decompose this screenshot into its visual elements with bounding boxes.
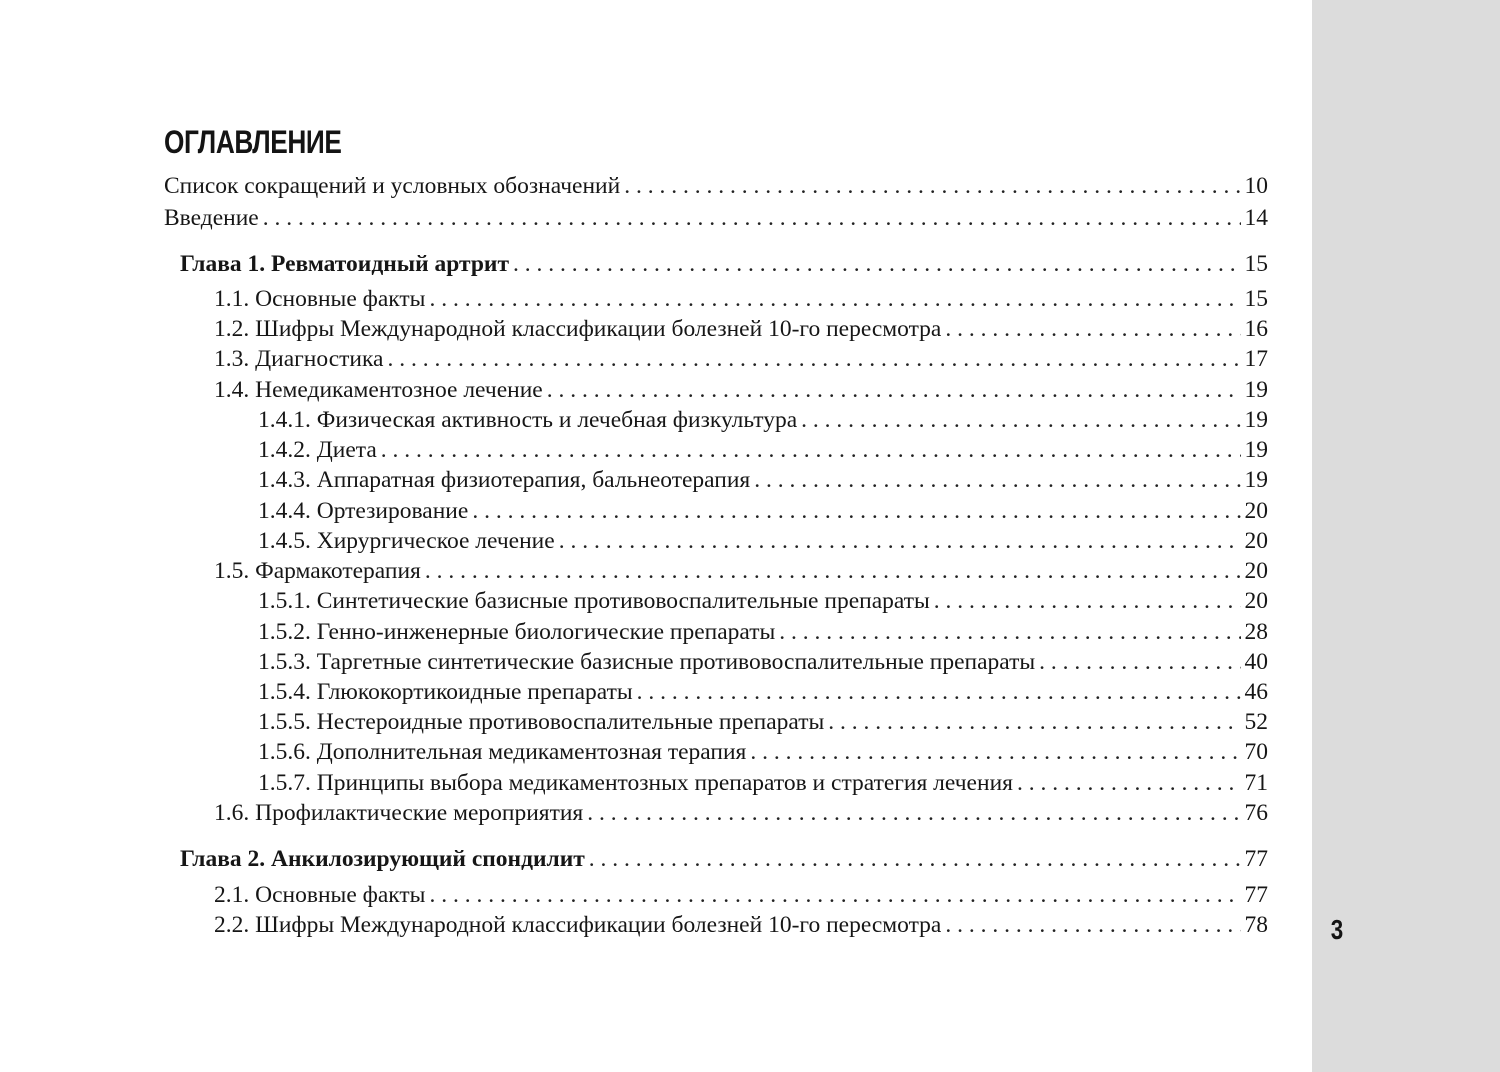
toc-entry [164, 203, 1268, 233]
toc-entry-label: 1.4.5. Хирургическое лечение [258, 528, 555, 554]
dot-leader [754, 465, 1240, 495]
toc-entry [258, 496, 1268, 526]
toc-entry-page: 19 [1244, 407, 1268, 433]
dot-leader [559, 526, 1241, 556]
toc-entry [214, 344, 1268, 374]
dot-leader [381, 435, 1241, 465]
toc-entry [258, 586, 1268, 616]
page-title: ОГЛАВЛЕНИЕ [164, 124, 342, 160]
toc-entry [258, 526, 1268, 556]
dot-leader [828, 707, 1240, 737]
toc-entry-page: 19 [1244, 467, 1268, 493]
dot-leader [750, 737, 1240, 767]
toc-entry-page: 19 [1244, 377, 1268, 403]
toc-entry-label: 1.5.7. Принципы выбора медикаментозных препаратов и стратегия лечения [258, 770, 1013, 796]
toc-entry-page: 78 [1244, 912, 1268, 938]
toc-entry-label: 1.5.5. Нестероидные противовоспалительные препараты [258, 709, 825, 735]
toc-entry-page: 77 [1244, 882, 1268, 908]
toc-entry [164, 171, 1268, 201]
toc-entry-label: 1.5.4. Глюкокортикоидные препараты [258, 679, 633, 705]
toc-entry [258, 647, 1268, 677]
toc-entry-page: 46 [1244, 679, 1268, 705]
toc-entry-label: Глава 1. Ревматоидный артрит [180, 251, 510, 277]
dot-leader [1039, 647, 1240, 677]
toc-entry-label: 1.5.2. Генно-инженерные биологические препараты [258, 619, 776, 645]
toc-entry-label: 1.5.3. Таргетные синтетические базисные противовоспалительные препараты [258, 649, 1036, 675]
dot-leader [547, 375, 1241, 405]
dot-leader [587, 798, 1240, 828]
dot-leader [779, 617, 1240, 647]
toc-entry-label: 2.2. Шифры Международной классификации болезней 10-го пересмотра [214, 912, 942, 938]
toc-entry-page: 20 [1244, 528, 1268, 554]
toc-entry-label: 1.4.4. Ортезирование [258, 498, 469, 524]
dot-leader [945, 910, 1240, 940]
toc-entry [258, 405, 1268, 435]
toc-entry [258, 465, 1268, 495]
toc-entry-label: 2.1. Основные факты [214, 882, 426, 908]
dot-leader [429, 880, 1240, 910]
toc-entry-page: 71 [1244, 770, 1268, 796]
dot-leader [637, 677, 1241, 707]
toc-entry-label: 1.4.2. Диета [258, 437, 377, 463]
toc-chapter [180, 844, 1268, 874]
toc-entry [214, 798, 1268, 828]
toc-entry [258, 768, 1268, 798]
toc-entry-page: 20 [1244, 498, 1268, 524]
toc-entry [258, 617, 1268, 647]
toc-entry-label: 1.6. Профилактические мероприятия [214, 800, 584, 826]
toc-entry [258, 435, 1268, 465]
toc-entry-page: 19 [1244, 437, 1268, 463]
dot-leader [624, 171, 1240, 201]
toc-entry-label: 1.5.1. Синтетические базисные противовоспалительные препараты [258, 588, 930, 614]
toc-entry-page: 20 [1244, 558, 1268, 584]
toc-entry [214, 556, 1268, 586]
page-margin-band [1312, 0, 1500, 1072]
dot-leader [589, 844, 1241, 874]
toc-entry [258, 737, 1268, 767]
toc-entry-label: 1.1. Основные факты [214, 286, 426, 312]
toc-entry-label: 1.4.3. Аппаратная физиотерапия, бальнеотерапия [258, 467, 751, 493]
dot-leader [934, 586, 1241, 616]
toc-entry-page: 10 [1244, 173, 1268, 199]
toc-entry-page: 15 [1244, 251, 1268, 277]
toc-entry-page: 16 [1244, 316, 1268, 342]
dot-leader [801, 405, 1240, 435]
toc-entry-page: 77 [1244, 846, 1268, 872]
toc-entry-label: 1.5. Фармакотерапия [214, 558, 421, 584]
toc-entry-page: 52 [1244, 709, 1268, 735]
dot-leader [513, 249, 1240, 279]
toc-entry-label: Введение [164, 205, 259, 231]
toc-chapter [180, 249, 1268, 279]
toc-entry-page: 15 [1244, 286, 1268, 312]
dot-leader [387, 344, 1240, 374]
dot-leader [263, 203, 1241, 233]
toc-entry-page: 20 [1244, 588, 1268, 614]
toc-entry [258, 677, 1268, 707]
toc-entry-label: 1.5.6. Дополнительная медикаментозная терапия [258, 739, 747, 765]
dot-leader [1017, 768, 1241, 798]
toc-entry [214, 284, 1268, 314]
toc-entry-label: Глава 2. Анкилозирующий спондилит [180, 846, 585, 872]
toc-entry-label: 1.4.1. Физическая активность и лечебная физкультура [258, 407, 798, 433]
toc-entry-page: 76 [1244, 800, 1268, 826]
toc-entry [214, 910, 1268, 940]
toc-entry-label: Список сокращений и условных обозначений [164, 173, 621, 199]
toc-entry-label: 1.3. Диагностика [214, 346, 384, 372]
toc-entry [214, 880, 1268, 910]
page-number: 3 [1330, 914, 1344, 945]
toc-entry [214, 314, 1268, 344]
toc-entry-page: 14 [1244, 205, 1268, 231]
toc-entry-label: 1.2. Шифры Международной классификации болезней 10-го пересмотра [214, 316, 942, 342]
dot-leader [425, 556, 1241, 586]
dot-leader [429, 284, 1240, 314]
toc-entry [214, 375, 1268, 405]
toc-entry-label: 1.4. Немедикаментозное лечение [214, 377, 543, 403]
toc-entry-page: 40 [1244, 649, 1268, 675]
toc-entry [258, 707, 1268, 737]
toc-entry-page: 17 [1244, 346, 1268, 372]
dot-leader [945, 314, 1240, 344]
toc-entry-page: 70 [1244, 739, 1268, 765]
dot-leader [472, 496, 1240, 526]
toc-entry-page: 28 [1244, 619, 1268, 645]
